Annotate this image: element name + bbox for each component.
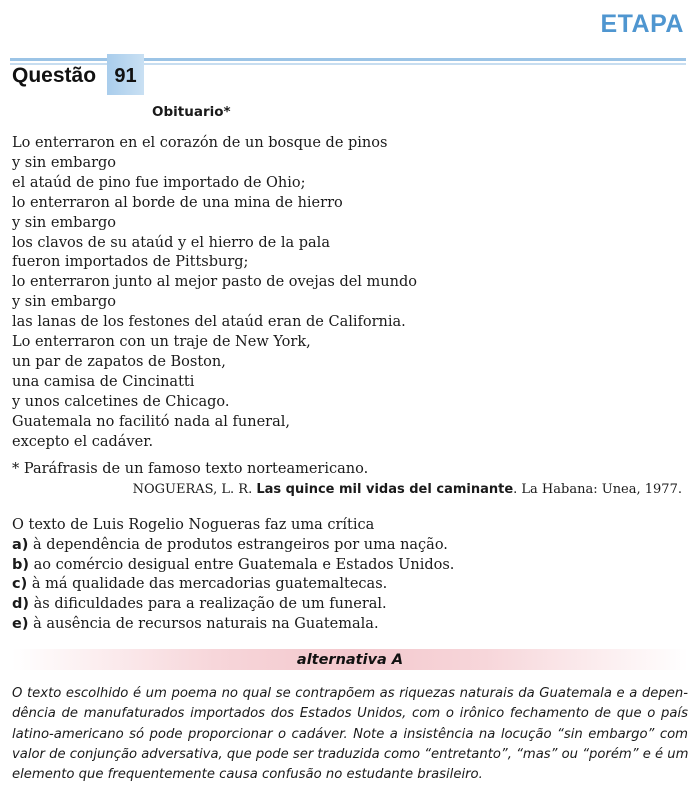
poem-line: y sin embargo bbox=[12, 214, 117, 231]
explanation-line: latino-americano só pode proporcionar o cadáver. Note a insistência na locução “sin embargo” com bbox=[12, 726, 688, 742]
poem-line: y sin embargo bbox=[12, 294, 117, 311]
explanation bbox=[12, 684, 688, 785]
poem-title: Obituario* bbox=[152, 104, 231, 120]
poem-line: Guatemala no facilitó nada al funeral, bbox=[12, 413, 291, 430]
explanation-line: valor de conjunção adversativa, que pode ser traduzida como “entretanto”, “mas” ou “porém” e é um bbox=[12, 746, 689, 762]
option-text: ao comércio desigual entre Guatemala e Estados Unidos. bbox=[33, 556, 455, 573]
poem-line: Lo enterraron en el corazón de un bosque de pinos bbox=[12, 135, 388, 151]
poem-line: una camisa de Cincinatti bbox=[12, 373, 195, 390]
explanation-line: O texto escolhido é um poema no qual se contrapõem as riquezas naturais da Guatemala e a depen- bbox=[12, 686, 688, 701]
poem-line: el ataúd de pino fue importado de Ohio; bbox=[12, 174, 306, 191]
option-text: à má qualidade das mercadorias guatemaltecas. bbox=[31, 576, 388, 593]
question-block bbox=[12, 516, 454, 635]
option-letter: a) bbox=[12, 536, 29, 553]
question-label: Questão bbox=[12, 64, 97, 87]
answer-label: alternativa A bbox=[296, 651, 404, 668]
poem-line: un par de zapatos de Boston, bbox=[12, 353, 226, 370]
poem-body bbox=[12, 134, 417, 453]
poem-line: fueron importados de Pittsburg; bbox=[12, 254, 249, 271]
option-e[interactable] bbox=[12, 615, 454, 635]
option-letter: c) bbox=[12, 576, 28, 593]
option-letter: b) bbox=[12, 556, 30, 573]
source-author: NOGUERAS, L. R. bbox=[132, 482, 253, 497]
poem-line: Lo enterraron con un traje de New York, bbox=[12, 334, 311, 351]
answer-banner bbox=[12, 649, 688, 670]
source-publisher: . La Habana: Unea, 1977. bbox=[513, 482, 682, 497]
option-a[interactable] bbox=[12, 536, 454, 556]
option-text: à dependência de produtos estrangeiros por uma nação. bbox=[33, 536, 448, 553]
poem-line: excepto el cadáver. bbox=[12, 433, 154, 450]
source-work: Las quince mil vidas del caminante bbox=[256, 482, 514, 497]
option-letter: e) bbox=[12, 615, 29, 632]
option-text: às dificuldades para a realização de um funeral. bbox=[33, 596, 387, 613]
poem-line: y sin embargo bbox=[12, 154, 117, 171]
poem-line: y unos calcetines de Chicago. bbox=[12, 393, 230, 410]
explanation-line: elemento que frequentemente causa confusão no estudante brasileiro. bbox=[12, 767, 483, 783]
option-c[interactable] bbox=[12, 575, 454, 595]
explanation-line: dência de manufaturados importados dos Estados Unidos, com o irônico fechamento de que o país bbox=[12, 706, 688, 722]
etapa-logo: ETAPA bbox=[600, 10, 684, 38]
poem-line: lo enterraron junto al mejor pasto de ovejas del mundo bbox=[12, 274, 417, 291]
poem-line: lo enterraron al borde de una mina de hierro bbox=[12, 194, 343, 211]
option-b[interactable] bbox=[12, 556, 454, 576]
option-d[interactable] bbox=[12, 595, 454, 615]
option-text: à ausência de recursos naturais na Guatemala. bbox=[33, 615, 379, 632]
question-statement: O texto de Luis Rogelio Nogueras faz uma crítica bbox=[12, 517, 375, 533]
source-citation bbox=[133, 482, 682, 497]
poem-line: las lanas de los festones del ataúd eran de California. bbox=[12, 314, 406, 331]
poem-line: los clavos de su ataúd y el hierro de la pala bbox=[12, 234, 330, 251]
question-number: 91 bbox=[107, 54, 144, 95]
option-letter: d) bbox=[12, 596, 30, 613]
footnote: * Paráfrasis de un famoso texto norteamericano. bbox=[12, 461, 369, 477]
